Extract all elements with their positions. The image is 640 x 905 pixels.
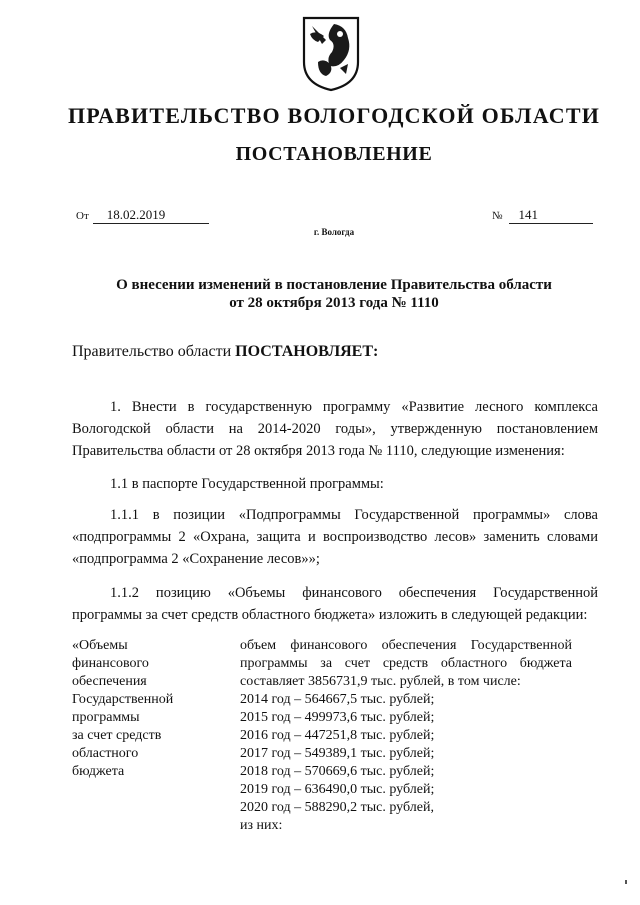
paragraph-1-1-2: 1.1.2 позицию «Объемы финансового обеспечения Государственной программы за счет средств областного бюджета» изложить в следующей редакции: [72,585,598,623]
decree-statement [72,343,378,361]
label-line: за счет средств [72,728,162,743]
scan-mark [625,880,627,884]
paragraph-1: 1. Внести в государственную программу «Развитие лесного комплекса Вологодской области на 2014-2020 годы», утвержденную постановлением Правительства области от 28 октября 2013 года № 1110, следующие изменения: [72,399,598,459]
funding-tail: из них: [240,818,283,833]
city-label: г. Вологда [313,227,355,237]
decree-verb: ПОСТАНОВЛЯЕТ: [235,343,379,360]
document-type: ПОСТАНОВЛЕНИЕ [235,143,433,165]
funding-year-row: 2014 год – 564667,5 тыс. рублей; [240,692,435,707]
funding-year-row: 2016 год – 447251,8 тыс. рублей; [240,728,435,743]
funding-year-row: 2017 год – 549389,1 тыс. рублей; [240,746,435,761]
funding-year-row: 2018 год – 570669,6 тыс. рублей; [240,764,435,779]
subject-line-1: О внесении изменений в постановление Правительства области [116,277,552,293]
subject-line-2: от 28 октября 2013 года № 1110 [229,295,439,311]
number-value: 141 [509,207,593,224]
label-line: Государственной [72,692,174,707]
funding-year-row: 2015 год – 499973,6 тыс. рублей; [240,710,435,725]
funding-year-row: 2019 год – 636490,0 тыс. рублей; [240,782,435,797]
date-label: От [76,210,89,222]
document-subject [60,276,608,312]
funding-intro: объем финансового обеспечения Государственной программы за счет средств областного бюджета [240,638,572,671]
label-line: финансового [72,656,149,671]
government-title: ПРАВИТЕЛЬСТВО ВОЛОГОДСКОЙ ОБЛАСТИ [67,103,601,128]
number-label: № [492,210,503,222]
funding-year-row: 2020 год – 588290,2 тыс. рублей, [240,800,434,815]
label-line: бюджета [72,764,125,779]
paragraph-1-1: 1.1 в паспорте Государственной программы: [110,476,384,492]
funding-total: составляет 3856731,9 тыс. рублей, в том числе: [240,674,521,689]
vologda-coat-of-arms-icon [300,14,362,92]
label-line: «Объемы [72,638,128,653]
date-value: 18.02.2019 [93,207,209,224]
funding-position-label [72,637,222,781]
funding-position-value [240,637,572,835]
decree-prefix: Правительство области [72,343,236,360]
paragraph-1-1-1: 1.1.1 в позиции «Подпрограммы Государственной программы» слова «подпрограммы 2 «Охрана, защита и воспроизводство лесов» заменить словами «подпрограмма 2 «Сохранение лесов»»; [72,507,598,567]
label-line: программы [72,710,140,725]
label-line: областного [72,746,139,761]
label-line: обеспечения [72,674,147,689]
date-field [76,207,209,224]
number-field [492,207,593,224]
